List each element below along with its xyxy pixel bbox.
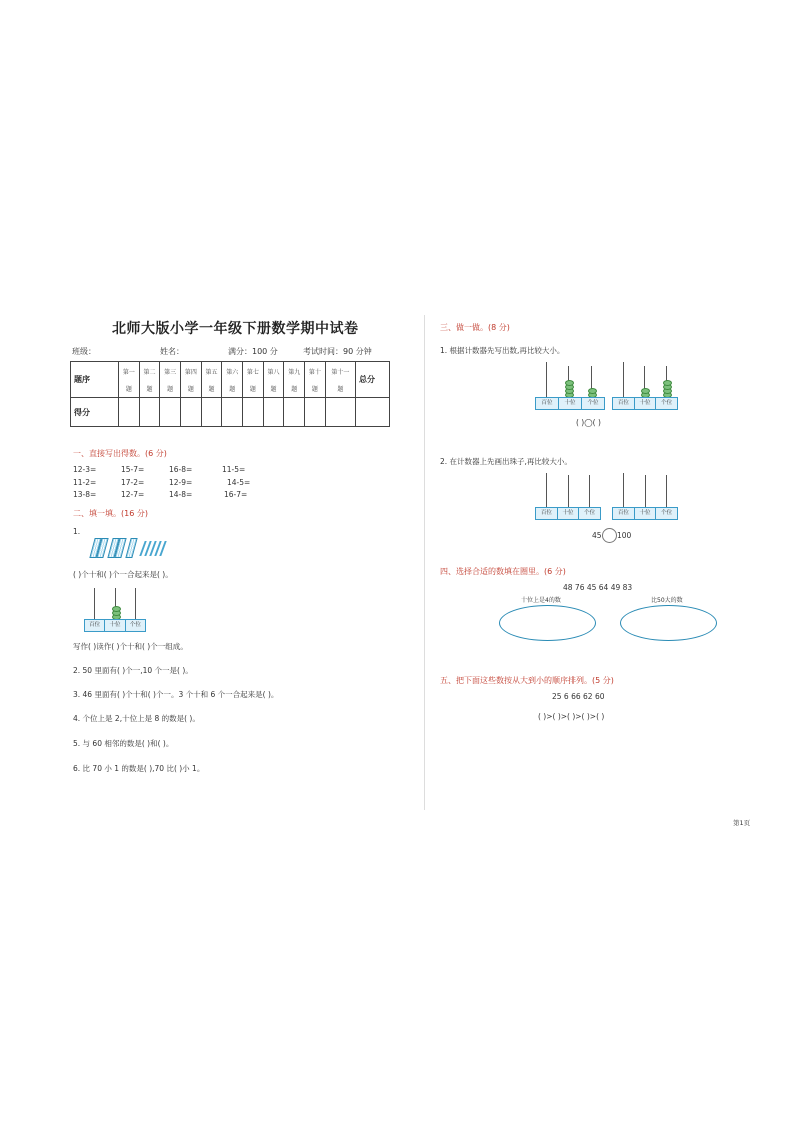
section3-heading: 三、做一做。(8 分) [440, 323, 510, 332]
column-divider [424, 315, 425, 810]
class-label: 班级： [72, 347, 96, 356]
abacus [84, 588, 146, 632]
score-cell[interactable] [284, 398, 305, 427]
abacus-label: 百位 [536, 398, 559, 409]
q2: 2. 50 里面有( )个一,10 个一是( )。 [73, 666, 193, 675]
q1-line2: 写作( )读作( )个十和( )个一组成。 [73, 642, 188, 651]
score-cell[interactable] [139, 398, 160, 427]
abacus-label: 十位 [635, 508, 657, 519]
number-list: 48 76 45 64 49 83 [563, 583, 633, 592]
abacus-label: 百位 [613, 508, 635, 519]
section4-heading: 四、选择合适的数填在圈里。(6 分) [440, 567, 566, 576]
score-col-header: 第七 题 [243, 362, 264, 398]
calc-item: 11-2= [73, 478, 97, 487]
answer-ellipse[interactable] [620, 605, 717, 641]
score-cell[interactable] [222, 398, 243, 427]
abacus [612, 362, 678, 410]
calc-item: 16-7= [224, 490, 248, 499]
section1-heading: 一、直接写出得数。(6 分) [73, 449, 167, 458]
s3-q2: 2. 在计数器上先画出珠子,再比较大小。 [440, 457, 572, 466]
q6: 6. 比 70 小 1 的数是( ),70 比( )小 1。 [73, 764, 205, 773]
page-title: 北师大版小学一年级下册数学期中试卷 [112, 321, 359, 337]
score-col-header: 第十 题 [305, 362, 326, 398]
q1-number: 1. [73, 527, 81, 536]
score-col-header: 第二 题 [139, 362, 160, 398]
score-col-header: 第十一 题 [325, 362, 355, 398]
score-col-header: 第六 题 [222, 362, 243, 398]
answer-ellipse[interactable] [499, 605, 596, 641]
number-list: 25 6 66 62 60 [552, 692, 605, 701]
abacus [612, 473, 678, 520]
calc-item: 12-3= [73, 465, 97, 474]
calc-item: 16-8= [169, 465, 193, 474]
abacus-label: 百位 [613, 398, 635, 409]
score-cell[interactable] [325, 398, 355, 427]
score-col-header: 第八 题 [263, 362, 284, 398]
abacus-label: 个位 [661, 400, 673, 406]
full-score: 满分：100 分 [228, 347, 278, 356]
calc-item: 12-7= [121, 490, 145, 499]
q4: 4. 个位上是 2,十位上是 8 的数是( )。 [73, 714, 200, 723]
score-cell[interactable] [201, 398, 222, 427]
left-ellipse-label: 十位上是4的数 [521, 597, 561, 604]
score-col-header: 第一 题 [119, 362, 140, 398]
total-label: 总分 [356, 362, 390, 398]
score-col-header: 第三 题 [160, 362, 181, 398]
stick-bundle-icon [125, 538, 137, 558]
abacus-bead-icon [588, 388, 597, 394]
row-label-order: 题序 [71, 362, 119, 398]
abacus-label: 百位 [536, 508, 558, 519]
row-label-score: 得分 [71, 398, 119, 427]
abacus-label: 十位 [105, 620, 125, 631]
calc-item: 11-5= [222, 465, 246, 474]
calc-item: 15-7= [121, 465, 145, 474]
abacus [535, 473, 601, 520]
score-cell[interactable] [119, 398, 140, 427]
abacus-label: 十位 [635, 398, 657, 409]
section2-heading: 二、填一填。(16 分) [73, 509, 148, 518]
order-blanks[interactable]: ( )>( )>( )>( )>( ) [538, 712, 605, 721]
score-cell[interactable] [243, 398, 264, 427]
abacus-label: 个位 [661, 510, 673, 516]
calc-item: 14-5= [227, 478, 251, 487]
score-cell[interactable] [181, 398, 202, 427]
right-ellipse-label: 比50大的数 [651, 597, 683, 604]
name-label: 姓名： [160, 347, 184, 356]
s3-q1: 1. 根据计数器先写出数,再比较大小。 [440, 346, 565, 355]
compare-left: 45 [592, 531, 602, 540]
calc-item: 12-9= [169, 478, 193, 487]
calc-item: 14-8= [169, 490, 193, 499]
score-cell[interactable] [160, 398, 181, 427]
score-table [70, 361, 390, 427]
abacus-label: 个位 [587, 400, 599, 406]
q5: 5. 与 60 相邻的数是( )和( )。 [73, 739, 174, 748]
q1-line1: ( )个十和( )个一合起来是( )。 [73, 570, 173, 579]
total-cell[interactable] [356, 398, 390, 427]
compare-right: 100 [617, 531, 632, 540]
abacus-bead-icon [565, 380, 574, 386]
abacus-bead-icon [641, 388, 650, 394]
abacus-label: 百位 [85, 620, 105, 631]
abacus-label: 个位 [584, 510, 596, 516]
calc-item: 13-8= [73, 490, 97, 499]
score-cell[interactable] [305, 398, 326, 427]
score-cell[interactable] [263, 398, 284, 427]
abacus-bead-icon [112, 606, 121, 612]
score-col-header: 第四 题 [181, 362, 202, 398]
abacus-label: 十位 [559, 398, 582, 409]
page-number: 第1页 [733, 819, 751, 827]
score-col-header: 第九 题 [284, 362, 305, 398]
exam-time: 考试时间：90 分钟 [303, 347, 372, 356]
compare-blank-1[interactable]: ( )◯( ) [576, 418, 601, 427]
abacus-label: 十位 [558, 508, 580, 519]
abacus-label: 个位 [129, 622, 141, 628]
section5-heading: 五、把下面这些数按从大到小的顺序排列。(5 分) [440, 676, 614, 685]
calc-item: 17-2= [121, 478, 145, 487]
compare-circle[interactable] [602, 528, 617, 543]
q3: 3. 46 里面有( )个十和( )个一。3 个十和 6 个一合起来是( )。 [73, 690, 279, 699]
score-col-header: 第五 题 [201, 362, 222, 398]
abacus [535, 362, 605, 410]
abacus-bead-icon [663, 380, 672, 386]
